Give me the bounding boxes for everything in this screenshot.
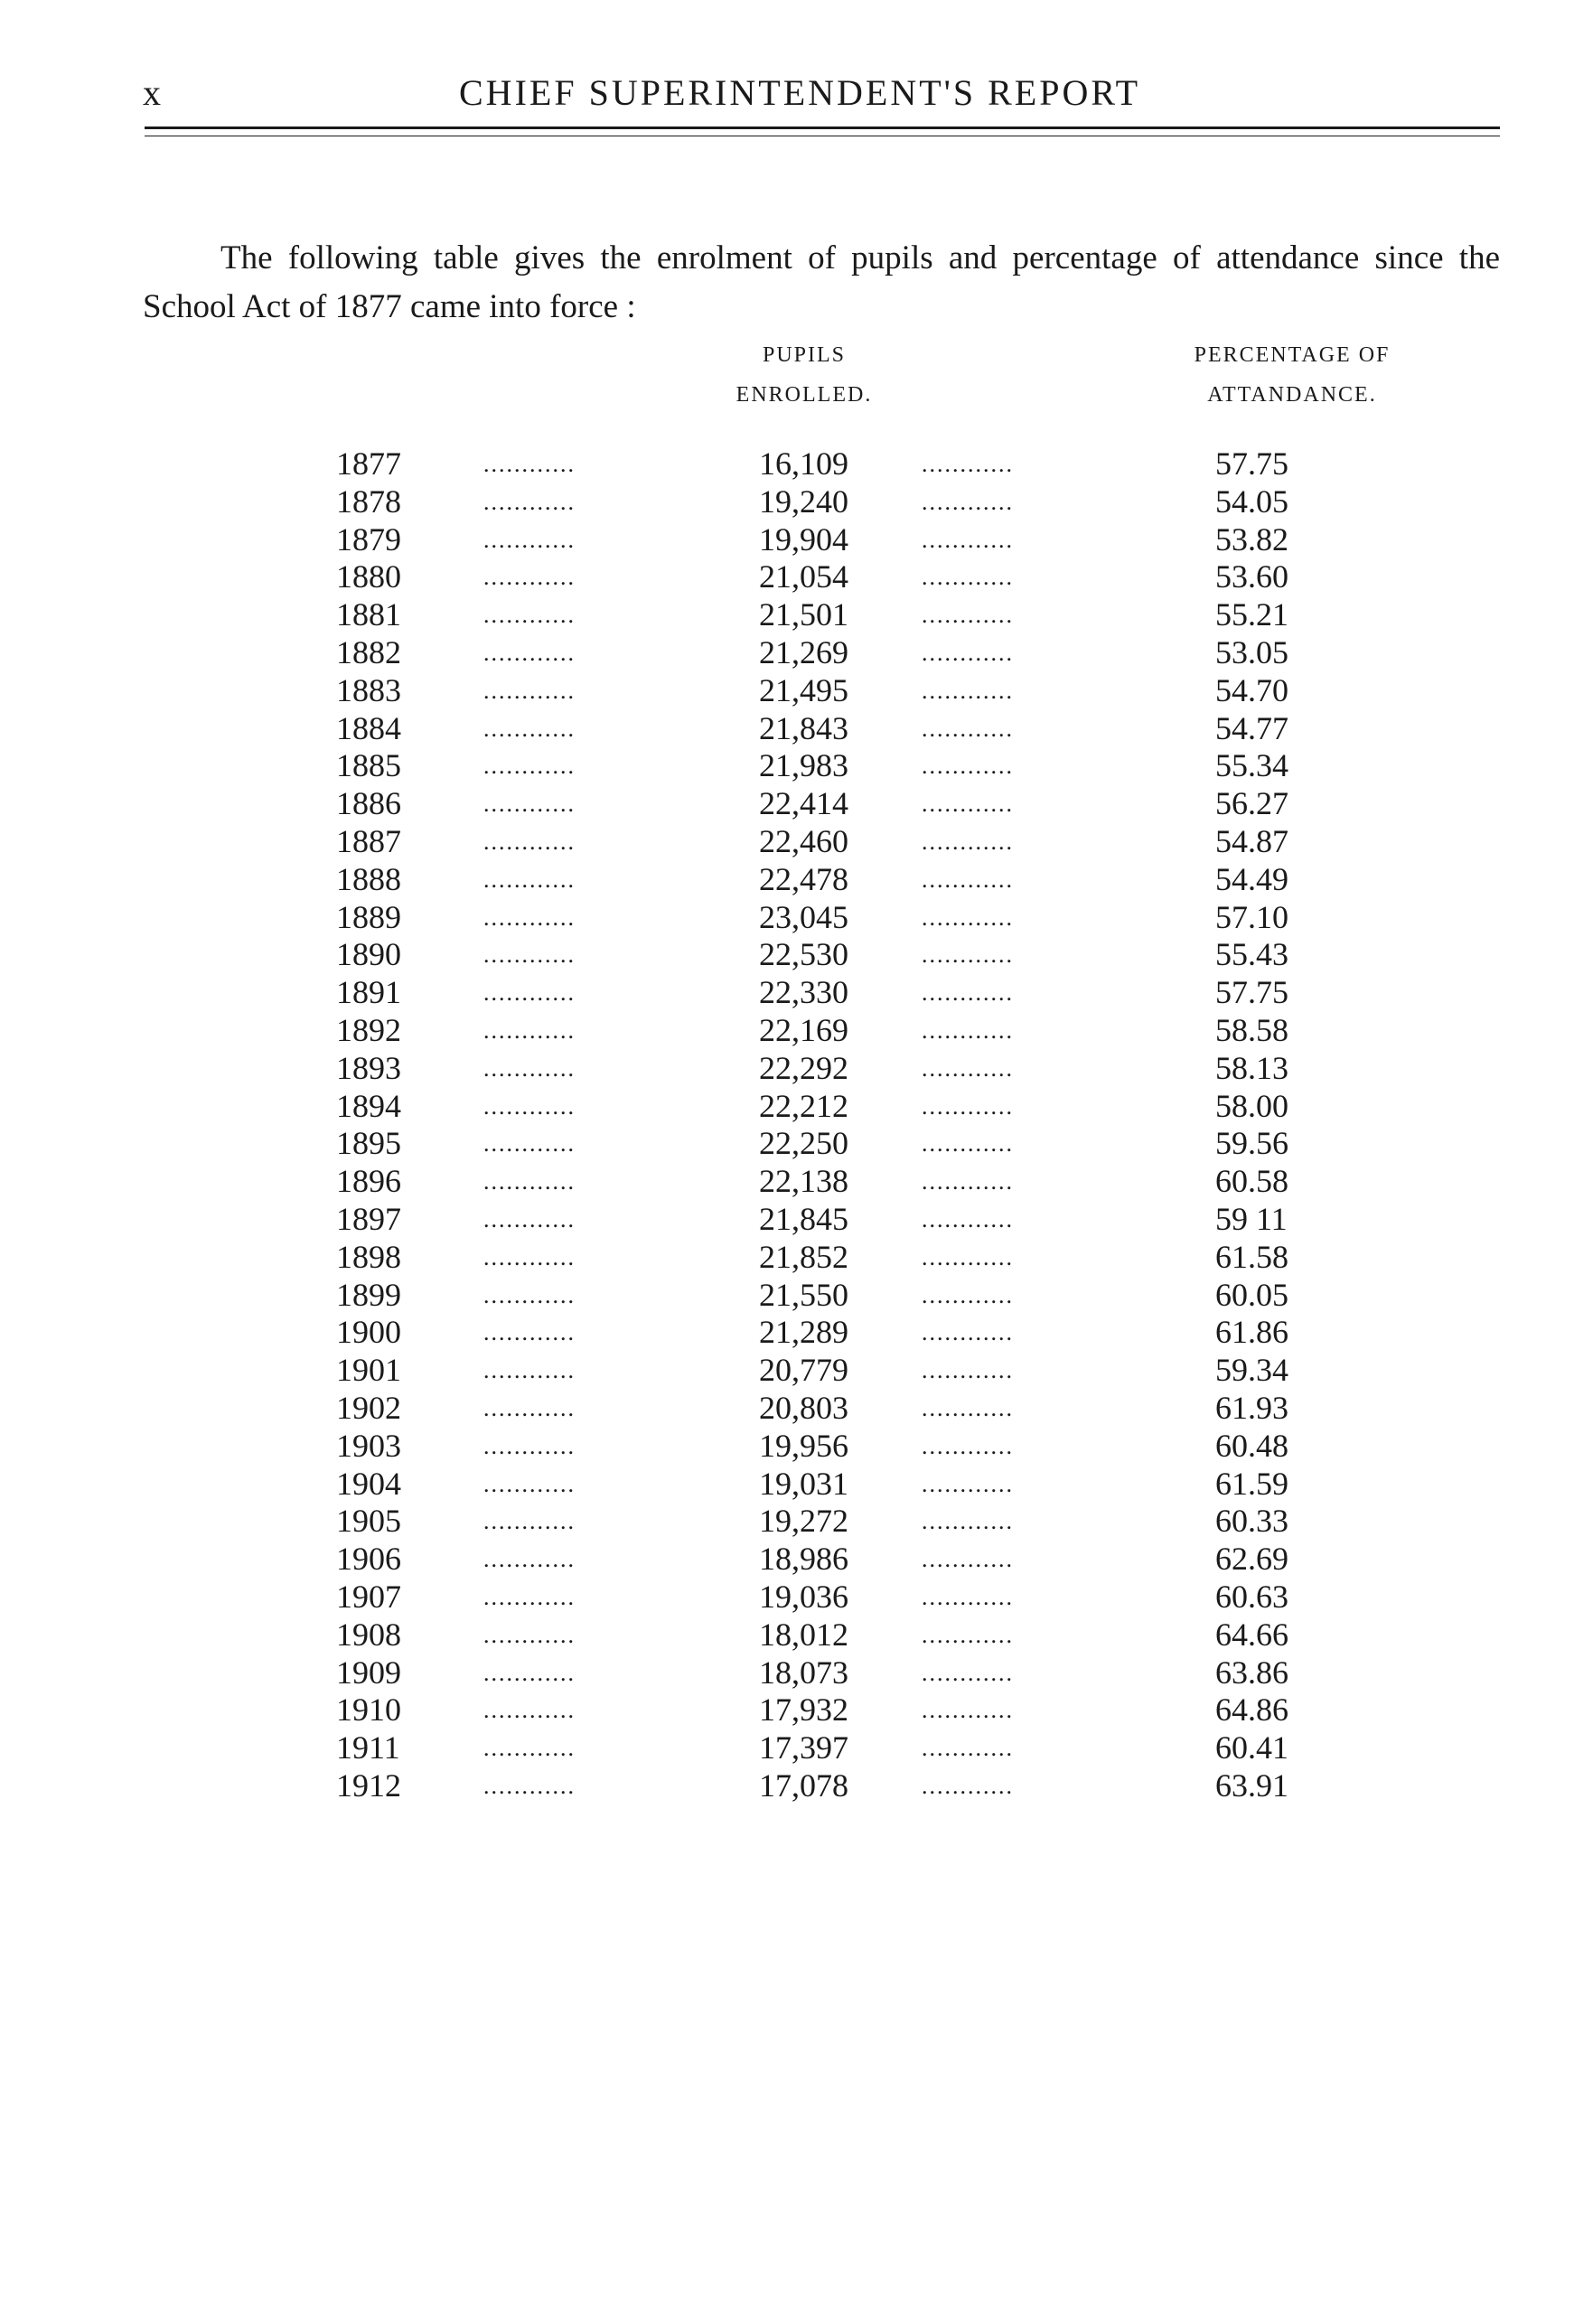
table-row xyxy=(0,445,1574,483)
leader-dots: ............ xyxy=(483,1735,576,1762)
year-cell: 1909 xyxy=(336,1654,401,1691)
table-row xyxy=(0,1616,1574,1654)
year-cell: 1906 xyxy=(336,1541,401,1578)
leader-dots: ............ xyxy=(483,602,576,629)
percent-cell: 64.86 xyxy=(1215,1691,1288,1729)
pupils-cell: 17,397 xyxy=(759,1729,848,1766)
table-row xyxy=(0,483,1574,521)
pupils-cell: 18,012 xyxy=(759,1616,848,1653)
leader-dots: ............ xyxy=(922,1168,1014,1195)
year-cell: 1894 xyxy=(336,1087,401,1124)
year-cell: 1898 xyxy=(336,1238,401,1275)
year-cell: 1883 xyxy=(336,671,401,708)
table-row xyxy=(0,1579,1574,1616)
table-row xyxy=(0,1277,1574,1315)
pupils-cell: 22,460 xyxy=(759,822,848,859)
leader-dots: ............ xyxy=(483,1092,576,1120)
leader-dots: ............ xyxy=(483,1319,576,1346)
leader-dots: ............ xyxy=(483,1130,576,1157)
percent-cell: 54.49 xyxy=(1215,860,1288,897)
table-row xyxy=(0,1201,1574,1239)
pupils-cell: 21,289 xyxy=(759,1314,848,1351)
leader-dots: ............ xyxy=(483,1621,576,1648)
leader-dots: ............ xyxy=(483,1508,576,1535)
table-row xyxy=(0,1125,1574,1163)
pupils-cell: 17,078 xyxy=(759,1766,848,1804)
leader-dots: ............ xyxy=(483,1054,576,1082)
year-cell: 1884 xyxy=(336,709,401,746)
percent-cell: 59 11 xyxy=(1215,1200,1288,1237)
pupils-cell: 21,054 xyxy=(759,558,848,595)
pupils-cell: 18,986 xyxy=(759,1541,848,1578)
table-row xyxy=(0,823,1574,861)
table-row xyxy=(0,521,1574,559)
percent-cell: 61.93 xyxy=(1215,1389,1288,1426)
leader-dots: ............ xyxy=(922,602,1014,629)
percent-cell: 62.69 xyxy=(1215,1541,1288,1578)
leader-dots: ............ xyxy=(922,1621,1014,1648)
leader-dots: ............ xyxy=(922,942,1014,969)
leader-dots: ............ xyxy=(483,1772,576,1799)
year-cell: 1910 xyxy=(336,1691,401,1729)
pupils-cell: 22,330 xyxy=(759,974,848,1011)
percent-cell: 58.58 xyxy=(1215,1011,1288,1048)
column-header-percentage-line1: PERCENTAGE OF xyxy=(1194,343,1391,367)
leader-dots: ............ xyxy=(922,1508,1014,1535)
year-cell: 1887 xyxy=(336,822,401,859)
column-header-percentage xyxy=(1102,341,1482,409)
pupils-cell: 17,932 xyxy=(759,1691,848,1729)
table-row xyxy=(0,785,1574,823)
percent-cell: 60.33 xyxy=(1215,1503,1288,1540)
leader-dots: ............ xyxy=(922,791,1014,818)
year-cell: 1903 xyxy=(336,1427,401,1464)
leader-dots: ............ xyxy=(922,753,1014,780)
table-row xyxy=(0,1729,1574,1767)
table-row xyxy=(0,1466,1574,1504)
table-row xyxy=(0,710,1574,748)
year-cell: 1911 xyxy=(336,1729,400,1766)
percent-cell: 55.34 xyxy=(1215,747,1288,784)
year-cell: 1896 xyxy=(336,1163,401,1200)
table-row xyxy=(0,1503,1574,1541)
pupils-cell: 23,045 xyxy=(759,898,848,935)
year-cell: 1891 xyxy=(336,974,401,1011)
pupils-cell: 21,501 xyxy=(759,596,848,633)
leader-dots: ............ xyxy=(922,715,1014,742)
pupils-cell: 19,031 xyxy=(759,1465,848,1502)
leader-dots: ............ xyxy=(483,1583,576,1610)
percent-cell: 54.87 xyxy=(1215,822,1288,859)
leader-dots: ............ xyxy=(922,1432,1014,1459)
percent-cell: 53.82 xyxy=(1215,520,1288,558)
percent-cell: 55.43 xyxy=(1215,936,1288,973)
leader-dots: ............ xyxy=(922,1357,1014,1384)
percent-cell: 63.86 xyxy=(1215,1654,1288,1691)
leader-dots: ............ xyxy=(922,677,1014,704)
leader-dots: ............ xyxy=(922,1583,1014,1610)
year-cell: 1897 xyxy=(336,1200,401,1237)
leader-dots: ............ xyxy=(483,1017,576,1044)
leader-dots: ............ xyxy=(922,979,1014,1007)
enrolment-table xyxy=(0,445,1574,1805)
leader-dots: ............ xyxy=(483,942,576,969)
leader-dots: ............ xyxy=(922,488,1014,515)
pupils-cell: 21,495 xyxy=(759,671,848,708)
pupils-cell: 19,904 xyxy=(759,520,848,558)
table-row xyxy=(0,1352,1574,1390)
leader-dots: ............ xyxy=(483,715,576,742)
table-row xyxy=(0,1390,1574,1428)
year-cell: 1907 xyxy=(336,1578,401,1615)
leader-dots: ............ xyxy=(922,639,1014,666)
pupils-cell: 21,852 xyxy=(759,1238,848,1275)
leader-dots: ............ xyxy=(483,1394,576,1421)
pupils-cell: 22,292 xyxy=(759,1049,848,1086)
year-cell: 1878 xyxy=(336,483,401,520)
table-row xyxy=(0,1541,1574,1579)
percent-cell: 57.75 xyxy=(1215,445,1288,482)
year-cell: 1905 xyxy=(336,1503,401,1540)
pupils-cell: 22,212 xyxy=(759,1087,848,1124)
leader-dots: ............ xyxy=(483,1205,576,1232)
pupils-cell: 19,956 xyxy=(759,1427,848,1464)
leader-dots: ............ xyxy=(922,1017,1014,1044)
leader-dots: ............ xyxy=(922,451,1014,477)
leader-dots: ............ xyxy=(922,1772,1014,1799)
page-header xyxy=(143,70,1498,116)
table-row xyxy=(0,1163,1574,1201)
leader-dots: ............ xyxy=(922,1659,1014,1686)
leader-dots: ............ xyxy=(483,1470,576,1497)
percent-cell: 61.59 xyxy=(1215,1465,1288,1502)
leader-dots: ............ xyxy=(483,753,576,780)
percent-cell: 59.56 xyxy=(1215,1125,1288,1162)
percent-cell: 55.21 xyxy=(1215,596,1288,633)
percent-cell: 54.77 xyxy=(1215,709,1288,746)
year-cell: 1902 xyxy=(336,1389,401,1426)
pupils-cell: 21,983 xyxy=(759,747,848,784)
leader-dots: ............ xyxy=(483,451,576,477)
year-cell: 1904 xyxy=(336,1465,401,1502)
year-cell: 1908 xyxy=(336,1616,401,1653)
percent-cell: 60.58 xyxy=(1215,1163,1288,1200)
pupils-cell: 22,414 xyxy=(759,785,848,822)
pupils-cell: 19,036 xyxy=(759,1578,848,1615)
pupils-cell: 22,478 xyxy=(759,860,848,897)
header-rule-thick xyxy=(145,127,1500,129)
leader-dots: ............ xyxy=(922,1394,1014,1421)
table-row xyxy=(0,899,1574,937)
year-cell: 1893 xyxy=(336,1049,401,1086)
leader-dots: ............ xyxy=(922,1281,1014,1308)
leader-dots: ............ xyxy=(483,1243,576,1270)
column-header-percentage-line2: ATTANDANCE. xyxy=(1207,383,1377,407)
leader-dots: ............ xyxy=(483,979,576,1007)
leader-dots: ............ xyxy=(922,866,1014,893)
table-row xyxy=(0,1691,1574,1729)
leader-dots: ............ xyxy=(483,1697,576,1724)
percent-cell: 58.00 xyxy=(1215,1087,1288,1124)
pupils-cell: 21,269 xyxy=(759,633,848,670)
percent-cell: 60.48 xyxy=(1215,1427,1288,1464)
leader-dots: ............ xyxy=(922,1470,1014,1497)
leader-dots: ............ xyxy=(483,1546,576,1573)
percent-cell: 63.91 xyxy=(1215,1766,1288,1804)
percent-cell: 54.05 xyxy=(1215,483,1288,520)
pupils-cell: 20,779 xyxy=(759,1352,848,1389)
percent-cell: 60.41 xyxy=(1215,1729,1288,1766)
leader-dots: ............ xyxy=(483,791,576,818)
leader-dots: ............ xyxy=(922,1735,1014,1762)
percent-cell: 61.58 xyxy=(1215,1238,1288,1275)
percent-cell: 57.10 xyxy=(1215,898,1288,935)
pupils-cell: 18,073 xyxy=(759,1654,848,1691)
page-number: x xyxy=(143,72,161,113)
leader-dots: ............ xyxy=(922,1092,1014,1120)
percent-cell: 59.34 xyxy=(1215,1352,1288,1389)
year-cell: 1912 xyxy=(336,1766,401,1804)
leader-dots: ............ xyxy=(922,1054,1014,1082)
year-cell: 1888 xyxy=(336,860,401,897)
leader-dots: ............ xyxy=(483,1357,576,1384)
year-cell: 1882 xyxy=(336,633,401,670)
year-cell: 1900 xyxy=(336,1314,401,1351)
pupils-cell: 20,803 xyxy=(759,1389,848,1426)
pupils-cell: 21,843 xyxy=(759,709,848,746)
leader-dots: ............ xyxy=(483,1281,576,1308)
table-row xyxy=(0,672,1574,710)
pupils-cell: 22,169 xyxy=(759,1011,848,1048)
table-row xyxy=(0,974,1574,1012)
year-cell: 1901 xyxy=(336,1352,401,1389)
leader-dots: ............ xyxy=(483,828,576,855)
leader-dots: ............ xyxy=(922,904,1014,931)
leader-dots: ............ xyxy=(483,564,576,591)
pupils-cell: 21,845 xyxy=(759,1200,848,1237)
leader-dots: ............ xyxy=(922,1130,1014,1157)
pupils-cell: 19,272 xyxy=(759,1503,848,1540)
leader-dots: ............ xyxy=(483,1659,576,1686)
leader-dots: ............ xyxy=(483,1168,576,1195)
table-row xyxy=(0,861,1574,899)
table-row xyxy=(0,1314,1574,1352)
leader-dots: ............ xyxy=(483,904,576,931)
column-header-pupils-line1: PUPILS xyxy=(762,343,847,367)
year-cell: 1892 xyxy=(336,1011,401,1048)
leader-dots: ............ xyxy=(922,1243,1014,1270)
leader-dots: ............ xyxy=(483,488,576,515)
pupils-cell: 21,550 xyxy=(759,1276,848,1313)
leader-dots: ............ xyxy=(922,526,1014,553)
year-cell: 1899 xyxy=(336,1276,401,1313)
table-row xyxy=(0,1654,1574,1692)
leader-dots: ............ xyxy=(483,866,576,893)
percent-cell: 57.75 xyxy=(1215,974,1288,1011)
year-cell: 1890 xyxy=(336,936,401,973)
leader-dots: ............ xyxy=(922,1546,1014,1573)
table-row xyxy=(0,1767,1574,1805)
table-row xyxy=(0,1088,1574,1126)
leader-dots: ............ xyxy=(483,639,576,666)
table-row xyxy=(0,596,1574,634)
year-cell: 1880 xyxy=(336,558,401,595)
leader-dots: ............ xyxy=(922,1319,1014,1346)
percent-cell: 54.70 xyxy=(1215,671,1288,708)
pupils-cell: 19,240 xyxy=(759,483,848,520)
year-cell: 1881 xyxy=(336,596,401,633)
pupils-cell: 22,530 xyxy=(759,936,848,973)
year-cell: 1877 xyxy=(336,445,401,482)
pupils-cell: 22,138 xyxy=(759,1163,848,1200)
column-header-pupils xyxy=(696,341,913,409)
table-row xyxy=(0,936,1574,974)
percent-cell: 61.86 xyxy=(1215,1314,1288,1351)
year-cell: 1886 xyxy=(336,785,401,822)
leader-dots: ............ xyxy=(483,526,576,553)
percent-cell: 58.13 xyxy=(1215,1049,1288,1086)
leader-dots: ............ xyxy=(483,1432,576,1459)
table-row xyxy=(0,1012,1574,1050)
year-cell: 1879 xyxy=(336,520,401,558)
table-row xyxy=(0,1239,1574,1277)
leader-dots: ............ xyxy=(922,564,1014,591)
running-title: CHIEF SUPERINTENDENT'S REPORT xyxy=(459,72,1141,113)
percent-cell: 60.63 xyxy=(1215,1578,1288,1615)
percent-cell: 60.05 xyxy=(1215,1276,1288,1313)
pupils-cell: 16,109 xyxy=(759,445,848,482)
leader-dots: ............ xyxy=(922,828,1014,855)
leader-dots: ............ xyxy=(922,1697,1014,1724)
percent-cell: 64.66 xyxy=(1215,1616,1288,1653)
column-header-pupils-line2: ENROLLED. xyxy=(735,383,873,407)
table-row xyxy=(0,747,1574,785)
percent-cell: 53.60 xyxy=(1215,558,1288,595)
leader-dots: ............ xyxy=(483,677,576,704)
percent-cell: 56.27 xyxy=(1215,785,1288,822)
table-row xyxy=(0,1050,1574,1088)
table-row xyxy=(0,558,1574,596)
year-cell: 1885 xyxy=(336,747,401,784)
intro-paragraph: The following table gives the enrolment of pupils and percentage of attendance since the School Act of 1877 came into force : xyxy=(143,239,1500,325)
year-cell: 1895 xyxy=(336,1125,401,1162)
pupils-cell: 22,250 xyxy=(759,1125,848,1162)
percent-cell: 53.05 xyxy=(1215,633,1288,670)
leader-dots: ............ xyxy=(922,1205,1014,1232)
year-cell: 1889 xyxy=(336,898,401,935)
table-row xyxy=(0,1428,1574,1466)
table-row xyxy=(0,634,1574,672)
